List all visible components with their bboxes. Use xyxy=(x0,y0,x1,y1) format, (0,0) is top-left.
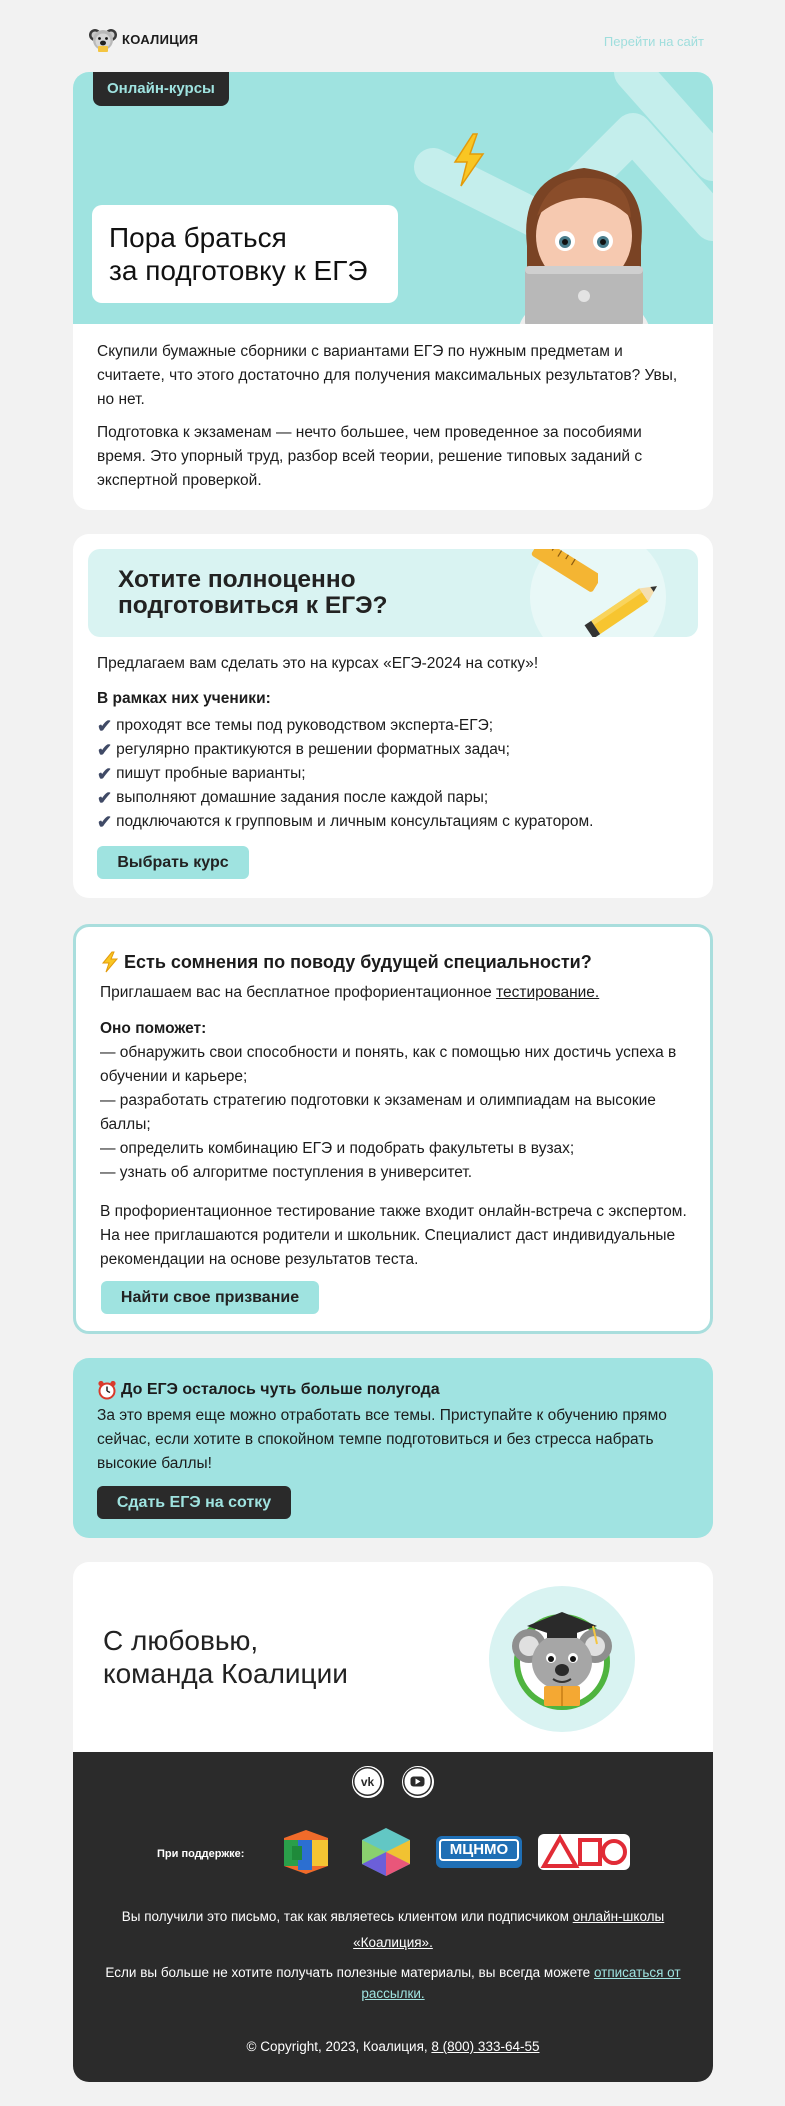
career-title: Есть сомнения по поводу будущей специальности? xyxy=(124,951,592,972)
courses-checklist xyxy=(97,714,593,834)
brand-logo[interactable] xyxy=(88,24,198,54)
copyright xyxy=(73,2034,713,2060)
support-label: При поддержке: xyxy=(157,1848,245,1860)
koala-logo-icon xyxy=(88,24,118,54)
list-item xyxy=(97,714,593,738)
list-item xyxy=(97,786,593,810)
list-item xyxy=(97,810,593,834)
check-mark-icon: ✔ xyxy=(97,788,113,808)
find-calling-button[interactable]: Найти свое призвание xyxy=(101,1281,319,1314)
koala-graduate-icon xyxy=(489,1586,635,1732)
dpo-logo[interactable] xyxy=(538,1834,630,1870)
career-item-4: — узнать об алгоритме поступления в университет. xyxy=(100,1164,473,1181)
footer xyxy=(73,1752,713,2082)
career-item-2: — разработать стратегию подготовки к экзаменам и олимпиадам на высокие баллы; xyxy=(100,1092,656,1133)
hero-title: Пора браться за подготовку к ЕГЭ xyxy=(109,222,368,286)
go-to-site-link[interactable]: Перейти на сайт xyxy=(603,34,704,49)
career-paragraph: В профориентационное тестирование также входит онлайн-встреча с экспертом. На нее приглашаются родители и школьник. Специалист даст индивидуальные рекомендации на основе результатов теста. xyxy=(100,1203,687,1268)
avatar-with-laptop xyxy=(509,156,659,324)
courses-banner xyxy=(88,549,698,637)
school-link[interactable]: онлайн-школы «Коалиция». xyxy=(353,1909,665,1950)
check-mark-icon: ✔ xyxy=(97,740,113,760)
signature-text: С любовью, команда Коалиции xyxy=(103,1625,348,1689)
career-invite-text: Приглашаем вас на бесплатное профориентационное xyxy=(100,984,497,1001)
unsubscribe-link[interactable]: отписаться от рассылки. xyxy=(361,1965,681,2001)
courses-card xyxy=(73,534,713,898)
mcnmo-logo[interactable] xyxy=(436,1836,522,1868)
check-mark-icon: ✔ xyxy=(97,812,113,832)
svg-text:vk: vk xyxy=(360,1775,375,1789)
choose-course-button[interactable]: Выбрать курс xyxy=(97,846,249,879)
copyright-text: © Copyright, 2023, Коалиция, xyxy=(246,2039,432,2054)
career-item-1: — обнаружить свои способности и понять, как с помощью них достичь успеха в обучении и карьере; xyxy=(100,1044,677,1085)
alarm-clock-icon xyxy=(97,1380,117,1400)
career-subhead: Оно поможет: xyxy=(100,1020,207,1037)
check-mark-icon: ✔ xyxy=(97,764,113,784)
online-courses-tag: Онлайн-курсы xyxy=(93,72,229,106)
check-mark-icon: ✔ xyxy=(97,716,113,736)
career-card xyxy=(73,924,713,1334)
mcnmo-logo-text: МЦНМО xyxy=(439,1839,519,1861)
dpo-logo-icon xyxy=(538,1834,630,1870)
intro-card xyxy=(73,72,713,510)
lightning-icon xyxy=(447,132,491,188)
career-heading xyxy=(100,951,592,973)
cube-logo-icon[interactable] xyxy=(278,1826,334,1878)
courses-title: Хотите полноценно подготовиться к ЕГЭ? xyxy=(118,566,388,619)
youtube-icon[interactable] xyxy=(402,1766,434,1798)
list-item xyxy=(97,762,593,786)
list-item-text: регулярно практикуются в решении форматных задач; xyxy=(116,741,510,758)
notice-text xyxy=(73,1904,713,1956)
vk-glyph xyxy=(353,1767,382,1796)
lightning-icon xyxy=(100,951,120,973)
courses-subhead: В рамках них ученики: xyxy=(97,690,271,707)
countdown-heading xyxy=(97,1380,440,1400)
phone-link[interactable]: 8 (800) 333-64-55 xyxy=(431,2039,540,2054)
hero-title-box xyxy=(92,205,398,303)
countdown-text: За это время еще можно отработать все темы. Приступайте к обучению прямо сейчас, если хотите в спокойном темпе подготовиться и без стресса набрать высокие баллы! xyxy=(97,1407,667,1472)
brand-name: КОАЛИЦИЯ xyxy=(122,31,199,47)
countdown-title: До ЕГЭ осталось чуть больше полугода xyxy=(121,1381,440,1398)
career-item-3: — определить комбинацию ЕГЭ и подобрать факультеты в вузах; xyxy=(100,1140,575,1157)
list-item-text: подключаются к групповым и личным консультациям с куратором. xyxy=(116,813,594,830)
hero-banner xyxy=(73,72,713,324)
header xyxy=(73,24,713,60)
youtube-glyph xyxy=(403,1767,432,1796)
career-invite xyxy=(100,981,690,1005)
testing-link[interactable]: тестирование. xyxy=(496,984,600,1001)
countdown-card xyxy=(73,1358,713,1538)
unsubscribe-text xyxy=(73,1962,713,2004)
list-item-text: проходят все темы под руководством эксперта-ЕГЭ; xyxy=(116,717,494,734)
list-item-text: пишут пробные варианты; xyxy=(116,765,306,782)
signature-card xyxy=(73,1562,713,2082)
pass-exam-button[interactable]: Сдать ЕГЭ на сотку xyxy=(97,1486,291,1519)
unsubscribe-text-body: Если вы больше не хотите получать полезные материалы, вы всегда можете xyxy=(105,1965,594,1980)
pencil-icon xyxy=(578,579,668,637)
courses-lead: Предлагаем вам сделать это на курсах «ЕГЭ-2024 на сотку»! xyxy=(97,655,539,672)
intro-paragraph-2: Подготовка к экзаменам — нечто большее, чем проведенное за пособиями время. Это упорный труд, разбор всей теории, решение типовых заданий с экспертной проверкой. xyxy=(97,424,643,489)
list-item-text: выполняют домашние задания после каждой пары; xyxy=(116,789,489,806)
notice-text-body: Вы получили это письмо, так как являетесь клиентом или подписчиком xyxy=(121,1909,573,1924)
koala-mascot-circle xyxy=(489,1586,635,1732)
hexagon-logo-icon[interactable] xyxy=(358,1826,414,1878)
intro-paragraph-1: Скупили бумажные сборники с вариантами ЕГЭ по нужным предметам и считаете, что этого достаточно для получения максимальных результатов? Увы, но нет. xyxy=(97,343,678,408)
list-item xyxy=(97,738,593,762)
vk-icon[interactable] xyxy=(352,1766,384,1798)
